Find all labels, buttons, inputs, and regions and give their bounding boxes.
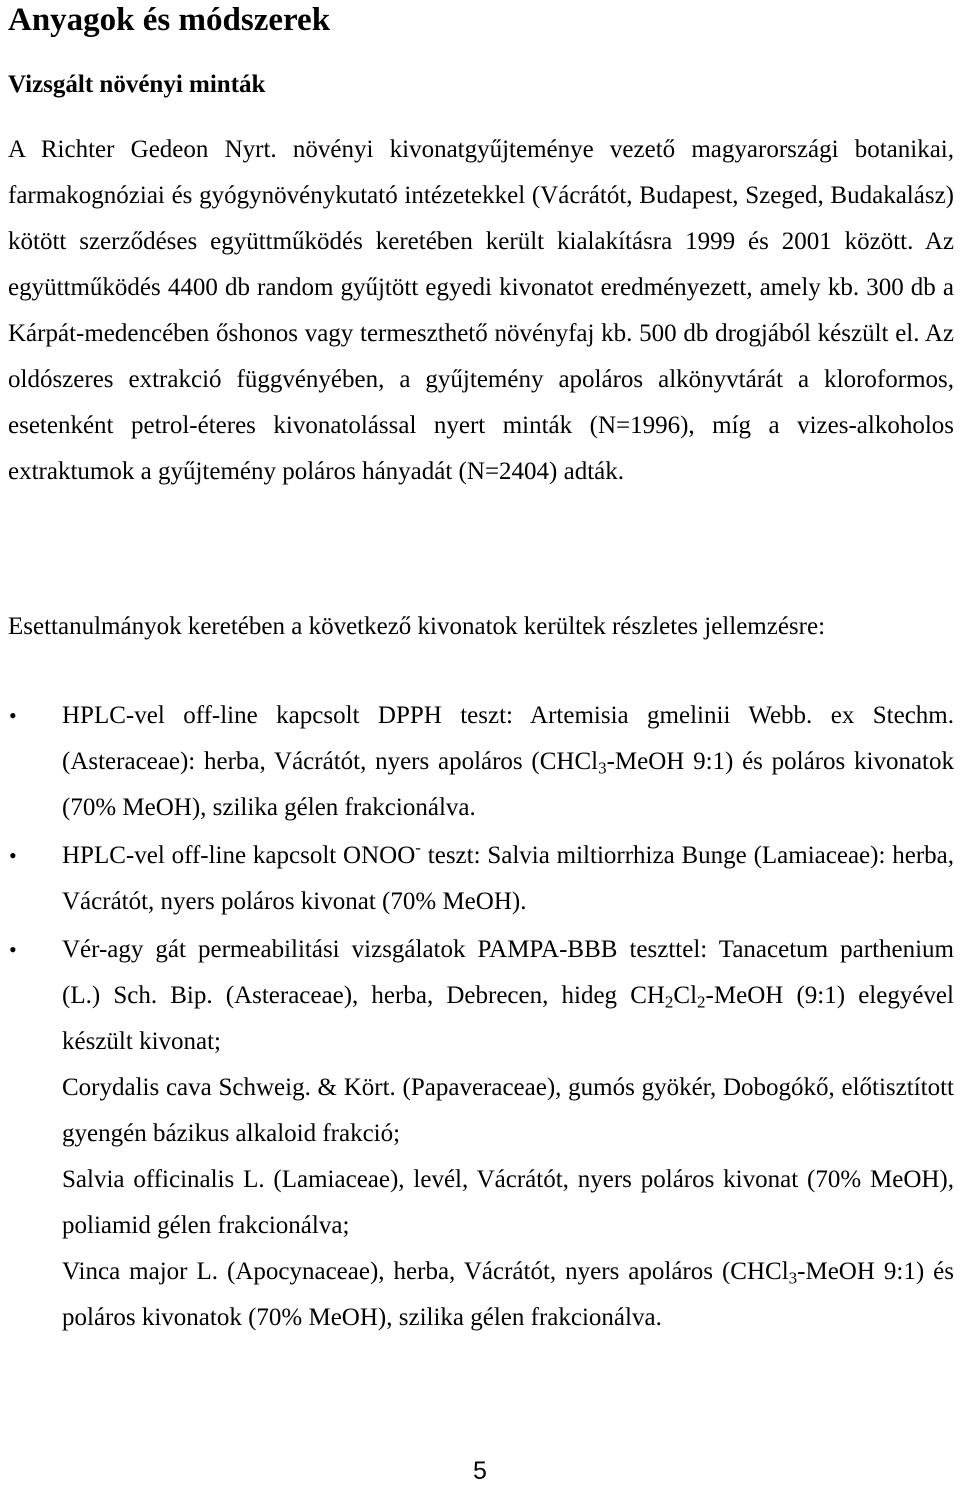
list-item-text: -MeOH 9:1) és poláros kivonatok (70% MeOH), szilika gélen frakcionálva. <box>62 1258 954 1331</box>
list-item <box>0 833 954 925</box>
bullet-icon: • <box>9 843 17 868</box>
subscript: 2 <box>664 992 674 1012</box>
list-item-text: -MeOH 9:1) és poláros kivonatok (70% MeOH), szilika gélen frakcionálva. <box>62 748 954 821</box>
list-item-text: HPLC-vel off-line kapcsolt DPPH teszt: Artemisia gmelinii Webb. ex Stechm. (Asteraceae): herba, Vácrátót, nyers apoláros (CHCl <box>62 702 954 775</box>
species-entry-salvia: Salvia officinalis L. (Lamiaceae), levél, Vácrátót, nyers poláros kivonat (70% MeOH), poliamid gélen frakcionálva; <box>62 1166 954 1239</box>
list-item-text: Vinca major L. (Apocynaceae), herba, Vácrátót, nyers apoláros (CHCl <box>62 1258 789 1285</box>
list-item-text: teszt: Salvia miltiorrhiza Bunge (Lamiaceae): herba, Vácrátót, nyers poláros kivonat (70% MeOH). <box>62 842 955 915</box>
subscript: 2 <box>697 992 706 1012</box>
subscript: 3 <box>598 758 607 778</box>
section-heading: Anyagok és módszerek <box>8 2 331 38</box>
list-item-text: Cl <box>673 982 698 1009</box>
species-entry-corydalis: Corydalis cava Schweig. & Kört. (Papaveraceae), gumós gyökér, Dobogókő, előtisztított gyengén bázikus alkaloid frakció; <box>62 1074 954 1147</box>
superscript: - <box>415 837 421 857</box>
list-item <box>0 693 954 831</box>
subsection-heading: Vizsgált növényi minták <box>8 71 266 98</box>
case-study-list <box>0 693 960 1343</box>
page-number: 5 <box>473 1457 487 1485</box>
body-paragraph-2: Esettanulmányok keretében a következő kivonatok kerültek részletes jellemzésre: <box>8 613 826 640</box>
list-item-text: HPLC-vel off-line kapcsolt ONOO <box>62 842 416 869</box>
body-paragraph-1: A Richter Gedeon Nyrt. növényi kivonatgyűjteménye vezető magyarországi botanikai, farmakognóziai és gyógynövénykutató intézetekkel (Vácrátót, Budapest, Szeged, Budakalász) kötött szerződéses együttműködés keretében került kialakításra 1999 és 2001 között. Az együttműködés 4400 db random gyűjtött egyedi kivonatot eredményezett, amely kb. 300 db a Kárpát-medencében őshonos vagy termeszthető növényfaj kb. 500 db drogjából készült el. Az oldószeres extrakció függvényében, a gyűjtemény apoláros alkönyvtárát a kloroformos, esetenként petrol-éteres kivonatolással nyert minták (N=1996), míg a vizes-alkoholos extraktumok a gyűjtemény poláros hányadát (N=2404) adták. <box>8 136 954 485</box>
bullet-icon: • <box>9 937 17 962</box>
list-item-text: -MeOH (9:1) elegyével készült kivonat; <box>62 982 954 1055</box>
species-entry-vinca <box>62 1249 954 1341</box>
bullet-icon: • <box>9 703 17 728</box>
list-item-text: Vér-agy gát permeabilitási vizsgálatok PAMPA-BBB teszttel: Tanacetum parthenium (L.) Sch. Bip. (Asteraceae), herba, Debrecen, hideg CH <box>62 936 954 1009</box>
species-entry-tanacetum <box>62 927 954 1065</box>
subscript: 3 <box>788 1268 798 1288</box>
list-item <box>0 927 954 1341</box>
